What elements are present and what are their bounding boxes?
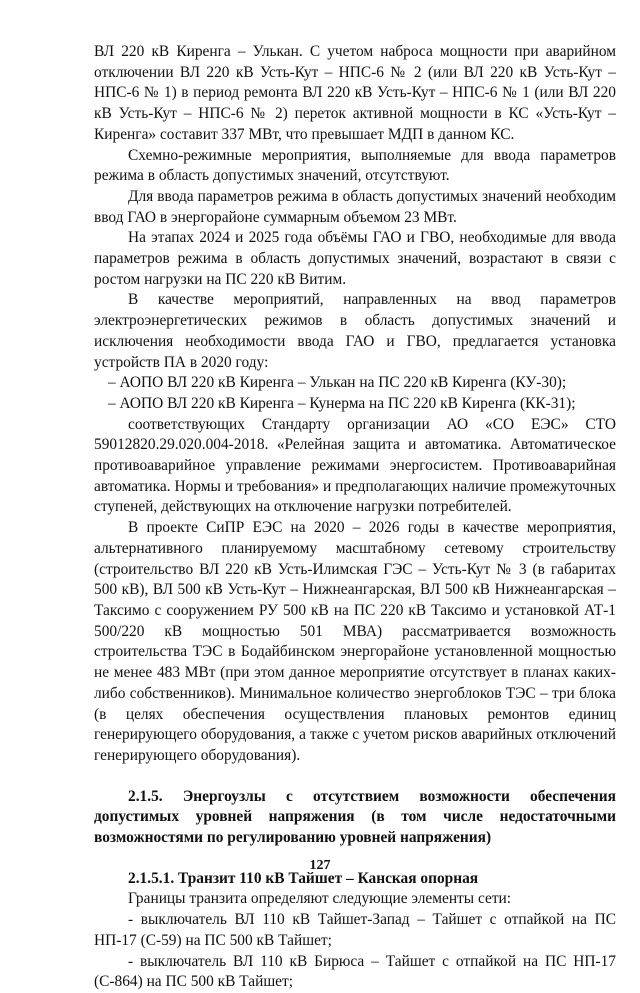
list-item-aopo-kk31: – АОПО ВЛ 220 кВ Киренга – Кунерма на ПС 220 кВ Киренга (КК-31); bbox=[108, 394, 576, 412]
paragraph-growth: На этапах 2024 и 2025 года объёмы ГАО и ГВО, необходимые для ввода параметров режима в область допустимых значений, возрастают в связи с ростом нагрузки на ПС 220 кВ Витим. bbox=[94, 229, 616, 288]
list-item-switch-s59: - выключатель ВЛ 110 кВ Тайшет-Запад – Тайшет с отпайкой на ПС НП-17 (С-59) на ПС 500 кВ Тайшет; bbox=[94, 911, 616, 949]
paragraph-pa-proposal: В качестве мероприятий, направленных на ввод параметров электроэнергетических режимов в область допустимых значений и исключения необходимости ввода ГАО и ГВО, предлагается установка устройств ПА в 2020 году: bbox=[94, 291, 616, 371]
paragraph-gao-volume: Для ввода параметров режима в область допустимых значений необходим ввод ГАО в энергорайоне суммарным объемом 23 МВт. bbox=[94, 187, 616, 226]
list-item-aopo-ku30: – АОПО ВЛ 220 кВ Киренга – Улькан на ПС 220 кВ Киренга (КУ-30); bbox=[108, 374, 567, 392]
section-heading-2-1-5: 2.1.5. Энергоузлы с отсутствием возможности обеспечения допустимых уровней напряжения (в том числе недостаточными возможностями по регулированию уровней напряжения) bbox=[94, 787, 616, 847]
list-item-switch-s864: - выключатель ВЛ 110 кВ Бирюса – Тайшет с отпайкой на ПС НП-17 (С-864) на ПС 500 кВ Тайшет; bbox=[94, 952, 616, 991]
paragraph-mdp-exceed: ВЛ 220 кВ Киренга – Улькан. С учетом наброса мощности при аварийном отключении ВЛ 220 кВ Усть-Кут – НПС-6 № 2 (или ВЛ 220 кВ Усть-Кут – НПС-6 № 1) в период ремонта ВЛ 220 кВ Усть-Кут – НПС-6 № 1 (или ВЛ 220 кВ Усть-Кут – НПС-6 № 2) переток активной мощности в КС «Усть-Кут – Киренга» составит 337 МВт, что превышает МДП в данном КС. bbox=[94, 43, 616, 143]
section-heading-2-1-5-1: 2.1.5.1. Транзит 110 кВ Тайшет – Канская опорная bbox=[128, 869, 479, 887]
paragraph-no-measures: Схемно-режимные мероприятия, выполняемые для ввода параметров режима в область допустимых значений, отсутствуют. bbox=[94, 146, 616, 185]
paragraph-transit-bounds: Границы транзита определяют следующие элементы сети: bbox=[128, 890, 512, 908]
paragraph-sipr-project: В проекте СиПР ЕЭС на 2020 – 2026 годы в качестве мероприятия, альтернативного планируемому масштабному сетевому строительству (строительство ВЛ 220 кВ Усть-Илимская ГЭС – Усть-Кут № 3 (в габаритах 500 кВ), ВЛ 500 кВ Усть-Кут – Нижнеангарская, ВЛ 500 кВ Нижнеангарская – Таксимо с сооружением РУ 500 кВ на ПС 220 кВ Таксимо и установкой АТ-1 500/220 кВ мощностью 501 МВА) рассматривается возможность строительства ТЭС в Бодайбинском энергорайоне установленной мощностью не менее 483 МВт (при этом данное мероприятие отсутствует в планах каких-либо собственников). Минимальное количество энергоблоков ТЭС – три блока (в целях обеспечения осуществления плановых ремонтов единиц генерирующего оборудования, а также с учетом рисков аварийных отключений генерирующего оборудования). bbox=[94, 519, 616, 764]
page-number: 127 bbox=[309, 858, 331, 873]
paragraph-standard: соответствующих Стандарту организации АО «СО ЕЭС» СТО 59012820.29.020.004-2018. «Релейная защита и автоматика. Автоматическое противоаварийное управление режимами энергосистем. Противоаварийная автоматика. Нормы и требования» и предполагающих наличие промежуточных ступеней, действующих на отключение нагрузки потребителей. bbox=[94, 415, 616, 516]
page-content bbox=[94, 42, 616, 993]
